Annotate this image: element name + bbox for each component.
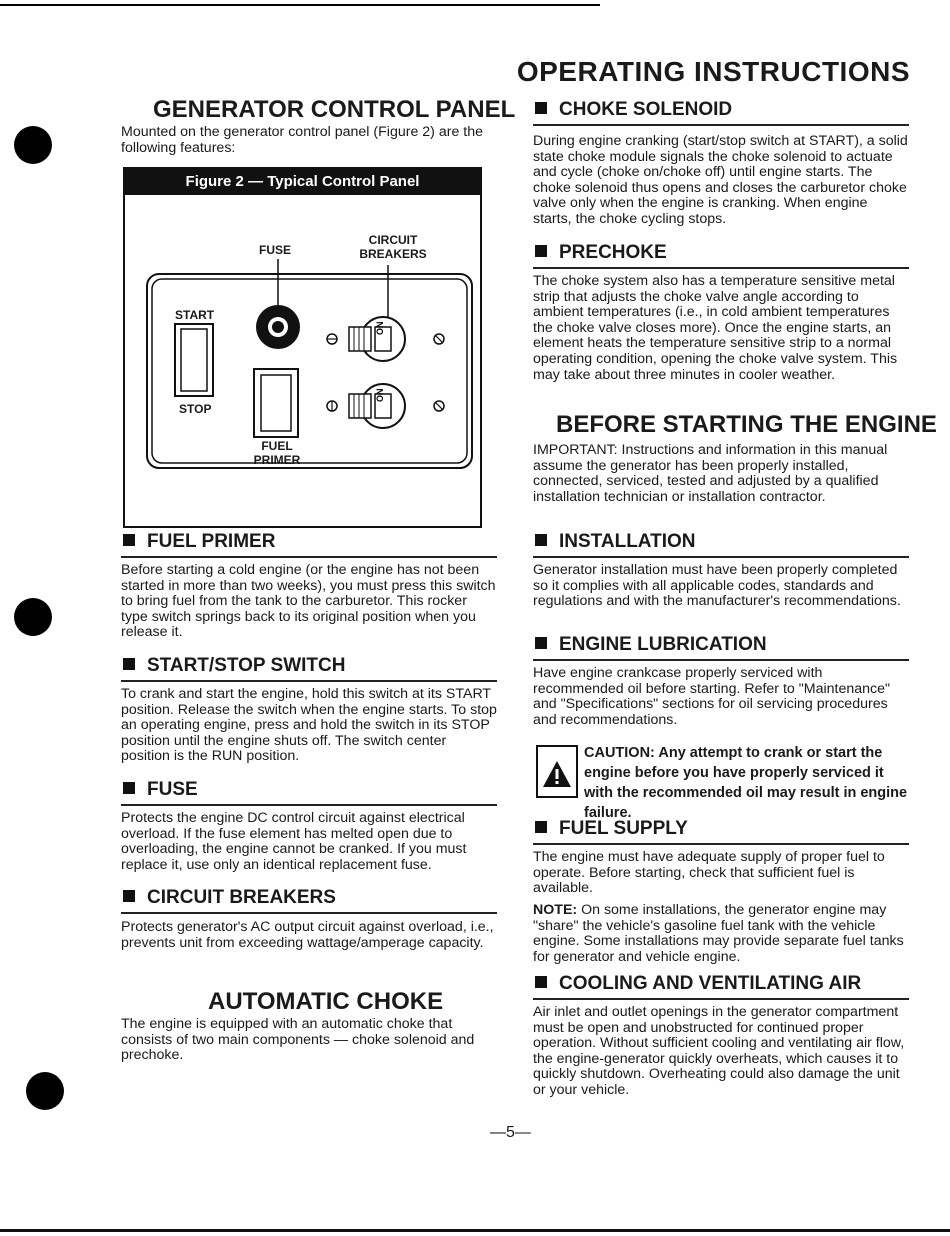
choke-solenoid-text: During engine cranking (start/stop switch at START), a solid state choke module signals the choke solenoid to actuate and cycle (choke on/choke off) until engine starts. The choke solenoid thus opens and closes the carburetor choke valve only when the engine is cranking. When engine starts, the choke cycling stops.: [533, 133, 908, 227]
engine-lubrication-text: Have engine crankcase properly serviced with recommended oil before starting. Refer to "Maintenance" and "Specifications" sections for oil servicing procedures and recommendations.: [533, 665, 891, 728]
section-rule: [533, 267, 909, 269]
caution-text: CAUTION: Any attempt to crank or start the engine before you have properly serviced it with the recommended oil may result in engine failure.: [584, 745, 908, 821]
section-rule: [533, 659, 909, 661]
figure-control-panel: [123, 167, 482, 528]
binder-hole-bottom: [26, 1072, 64, 1110]
prechoke-text: The choke system also has a temperature sensitive metal strip that adjusts the choke valve angle according to ambient temperatures (i.e., in cold ambient temperatures the choke valve closes more). Once the engine starts, an element heats the temperature sensitive strip to a normal operating condition, opening the choke valve system. This may take about three minutes in cooler weather.: [533, 273, 898, 383]
control-panel-drawing: [125, 169, 480, 526]
automatic-choke-heading: AUTOMATIC CHOKE: [208, 988, 444, 1015]
generator-control-panel-heading: GENERATOR CONTROL PANEL: [153, 96, 516, 123]
automatic-choke-text: The engine is equipped with an automatic choke that consists of two main components — choke solenoid and prechoke.: [121, 1016, 475, 1064]
fuel-supply-note: NOTE: On some installations, the generator engine may "share" the vehicle's gasoline fuel tank with the vehicle engine. Some installations may provide separate fuel tanks for generator and vehicle engine.: [533, 902, 904, 965]
fuse-heading: FUSE: [123, 779, 198, 801]
bullet-square: [535, 245, 547, 257]
binder-hole-middle: [14, 598, 52, 636]
svg-text:ON: ON: [375, 321, 385, 335]
fuel-supply-text: The engine must have adequate supply of proper fuel to operate. Before starting, check that sufficient fuel is available.: [533, 849, 885, 897]
page-title: OPERATING INSTRUCTIONS: [516, 56, 910, 87]
section-rule: [533, 998, 909, 1000]
before-starting-text: IMPORTANT: Instructions and information in this manual assume the generator has been properly installed, connected, serviced, tested and adjusted by a qualified installation technician or installation contractor.: [533, 442, 888, 505]
fuse-text: Protects the engine DC control circuit against electrical overload. If the fuse element has melted open due to overloading, the engine cannot be cranked. If you must replace it, use only an identical replacement fuse.: [121, 810, 467, 873]
installation-text: Generator installation must have been properly completed so it complies with all applicable codes, standards and regulations and with the manufacturer's recommendations.: [533, 562, 901, 610]
page-number: —5—: [490, 1124, 531, 1141]
section-rule: [121, 804, 497, 806]
bottom-edge-line: [0, 1229, 950, 1232]
fuel-primer-text: Before starting a cold engine (or the engine has not been started in more than two weeks), you must press this switch to bring fuel from the tank to the carburetor. This rocker type switch springs back to its original position when you release it.: [121, 562, 496, 641]
bullet-square: [535, 637, 547, 649]
bullet-square: [535, 102, 547, 114]
section-rule: [121, 680, 497, 682]
cooling-ventilating-heading: COOLING AND VENTILATING AIR: [535, 973, 861, 995]
fuel-primer-heading: FUEL PRIMER: [123, 531, 275, 553]
bullet-square: [123, 658, 135, 670]
start-label: START: [175, 308, 215, 322]
choke-solenoid-heading: CHOKE SOLENOID: [535, 99, 732, 121]
section-rule: [121, 912, 497, 914]
bullet-square: [535, 976, 547, 988]
bullet-square: [123, 534, 135, 546]
engine-lubrication-heading: ENGINE LUBRICATION: [535, 634, 767, 656]
fuse-label: FUSE: [259, 243, 292, 257]
section-rule: [533, 843, 909, 845]
circuit-breakers-heading: CIRCUIT BREAKERS: [123, 887, 336, 909]
start-stop-switch-text: To crank and start the engine, hold this switch at its START position. Release the switch when the engine starts. To stop an operating engine, press and hold the switch in its STOP position until the engine shuts off. The switch center position is the RUN position.: [121, 686, 497, 765]
figure-title: Figure 2 — Typical Control Panel: [125, 169, 480, 195]
binder-hole-top: [14, 126, 52, 164]
installation-heading: INSTALLATION: [535, 531, 696, 553]
before-starting-heading: BEFORE STARTING THE ENGINE: [556, 411, 937, 438]
panel-intro-text: Mounted on the generator control panel (Figure 2) are the following features:: [121, 124, 484, 156]
bullet-square: [535, 534, 547, 546]
bullet-square: [123, 782, 135, 794]
prechoke-heading: PRECHOKE: [535, 242, 667, 264]
section-rule: [533, 124, 909, 126]
fuel-supply-heading: FUEL SUPPLY: [535, 818, 688, 840]
stop-label: STOP: [179, 402, 212, 416]
bullet-square: [123, 890, 135, 902]
top-edge-line: [0, 4, 600, 6]
warning-icon: [538, 747, 576, 796]
caution-box: [536, 745, 578, 798]
start-stop-switch-heading: START/STOP SWITCH: [123, 655, 345, 677]
bullet-square: [535, 821, 547, 833]
section-rule: [533, 556, 909, 558]
circuit-breakers-text: Protects generator's AC output circuit against overload, i.e., prevents unit from exceeding wattage/amperage capacity.: [121, 919, 494, 951]
fuel-primer-label: FUEL PRIMER: [253, 439, 301, 467]
circuit-breakers-label: CIRCUIT BREAKERS: [359, 233, 427, 261]
svg-text:ON: ON: [375, 388, 385, 402]
cooling-ventilating-text: Air inlet and outlet openings in the generator compartment must be open and unobstructed for continued proper operation. Without sufficient cooling and ventilating air flow, the engine-generator quickly overheats, which causes it to quickly shutdown. Overheating could also damage the unit or your vehicle.: [533, 1004, 905, 1098]
section-rule: [121, 556, 497, 558]
